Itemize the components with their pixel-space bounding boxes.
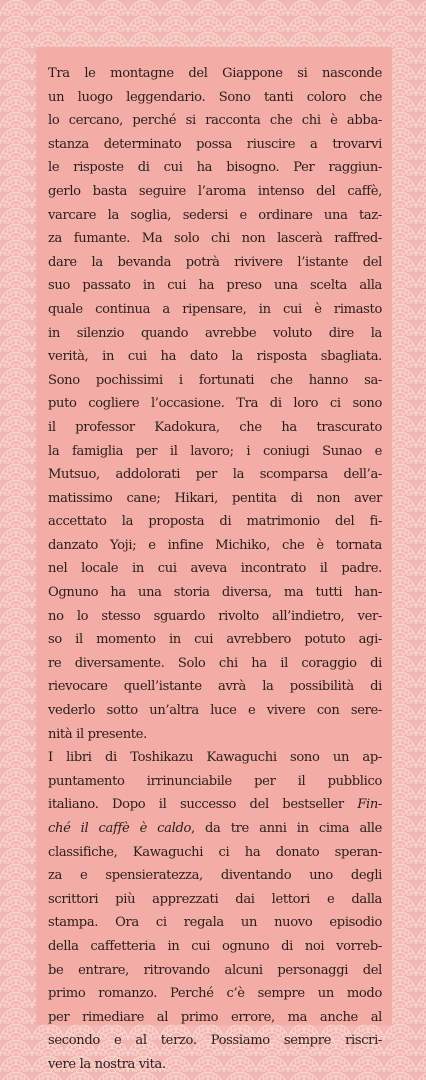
blurb-line: scrittori più apprezzati dai lettori e dalla	[48, 891, 382, 907]
blurb-line: nel locale in cui aveva incontrato il padre.	[48, 561, 382, 577]
blurb-line: danzato Yoji; e infine Michiko, che è tornata	[48, 537, 382, 553]
blurb-line: stampa. Ora ci regala un nuovo episodio	[48, 915, 382, 931]
blurb-line: vederlo sotto un’altra luce e vivere con sere-	[48, 703, 382, 719]
blurb-line: za e spensieratezza, diventando uno degli	[48, 868, 382, 884]
blurb-line: Mutsuo, addolorati per la scomparsa dell’a-	[48, 467, 382, 483]
blurb-line: suo passato in cui ha preso una scelta alla	[48, 278, 382, 294]
blurb-line: primo romanzo. Perché c’è sempre un modo	[48, 986, 382, 1002]
blurb-line: della caffetteria in cui ognuno di noi vorreb-	[48, 938, 382, 954]
blurb-line: dare la bevanda potrà rivivere l’istante del	[48, 254, 382, 270]
blurb-line: nità il presente.	[48, 726, 147, 742]
blurb-line: lo cercano, perché si racconta che chi è abba-	[48, 113, 382, 129]
blurb-line: no lo stesso sguardo rivolto all’indietro, ver-	[48, 608, 382, 624]
blurb-line: so il momento in cui avrebbero potuto agi-	[48, 632, 382, 648]
book-title-italic: ché il caffè è caldo	[48, 821, 192, 836]
book-title-italic: Fin-	[357, 797, 382, 813]
blurb-line-lead: italiano. Dopo il successo del bestseller	[48, 797, 344, 813]
blurb-line: le risposte di cui ha bisogno. Per raggiun-	[48, 160, 382, 176]
blurb-text	[48, 62, 382, 1077]
blurb-line: Tra le montagne del Giappone si nasconde	[48, 66, 382, 81]
blurb-line: un luogo leggendario. Sono tanti coloro che	[48, 89, 382, 105]
blurb-line: puto cogliere l’occasione. Tra di loro ci sono	[48, 396, 382, 412]
blurb-line: la famiglia per il lavoro; i coniugi Sunao e	[48, 443, 382, 459]
blurb-line: il professor Kadokura, che ha trascurato	[48, 419, 382, 435]
back-cover-panel	[36, 47, 392, 1072]
blurb-line-with-title	[48, 793, 382, 817]
blurb-line: za fumante. Ma solo chi non lascerà raffred-	[48, 231, 382, 247]
blurb-line: re diversamente. Solo chi ha il coraggio di	[48, 655, 382, 671]
blurb-line: accettato la proposta di matrimonio del fi-	[48, 514, 382, 530]
blurb-line: Sono pochissimi i fortunati che hanno sa-	[48, 372, 382, 388]
blurb-line-with-title	[48, 817, 382, 841]
blurb-line: verità, in cui ha dato la risposta sbagliata.	[48, 349, 382, 365]
blurb-line: puntamento irrinunciabile per il pubblico	[48, 773, 382, 789]
blurb-line: classifiche, Kawaguchi ci ha donato speran-	[48, 844, 382, 860]
blurb-line: I libri di Toshikazu Kawaguchi sono un ap-	[48, 750, 382, 766]
blurb-line: secondo e al terzo. Possiamo sempre riscri-	[48, 1033, 382, 1049]
blurb-line: per rimediare al primo errore, ma anche al	[48, 1009, 382, 1025]
blurb-line: rievocare quell’istante avrà la possibilità di	[48, 679, 382, 695]
blurb-line-tail: , da tre anni in cima alle	[191, 821, 382, 836]
blurb-line: be entrare, ritrovando alcuni personaggi del	[48, 962, 382, 978]
blurb-line: gerlo basta seguire l’aroma intenso del caffè,	[48, 183, 382, 199]
blurb-line: vere la nostra vita.	[48, 1056, 166, 1072]
blurb-line: matissimo cane; Hikari, pentita di non aver	[48, 490, 382, 506]
blurb-line: Ognuno ha una storia diversa, ma tutti han-	[48, 585, 382, 601]
blurb-line: stanza determinato possa riuscire a trovarvi	[48, 136, 382, 152]
blurb-line: varcare la soglia, sedersi e ordinare una taz-	[48, 207, 382, 223]
blurb-line: in silenzio quando avrebbe voluto dire la	[48, 325, 382, 341]
blurb-line: quale continua a ripensare, in cui è rimasto	[48, 301, 382, 317]
